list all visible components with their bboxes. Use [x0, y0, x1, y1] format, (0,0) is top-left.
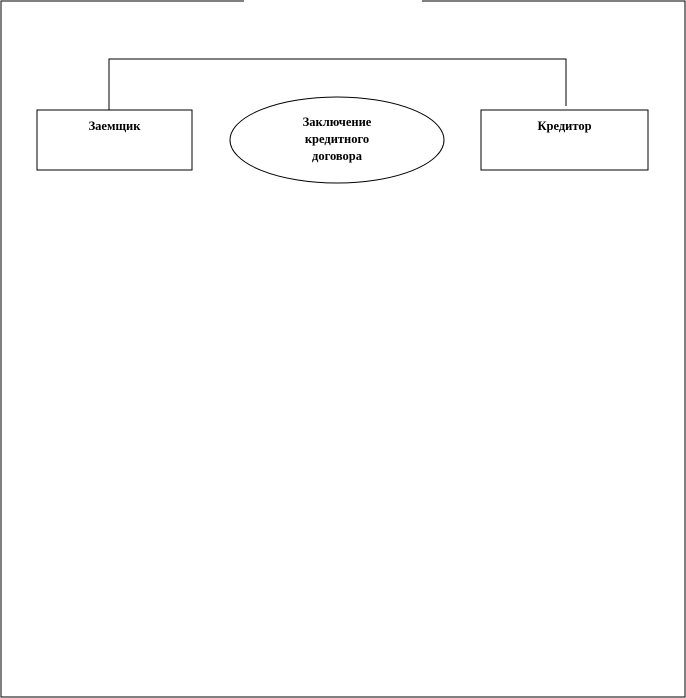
creditor-label: Кредитор [537, 119, 592, 133]
contract-label-line-3: договора [312, 149, 362, 163]
contract-label-line-2: кредитного [304, 132, 370, 146]
borrower-label: Заемщик [88, 119, 141, 133]
contract-label-line-1: Заключение [302, 115, 372, 129]
contract-label [264, 114, 410, 165]
